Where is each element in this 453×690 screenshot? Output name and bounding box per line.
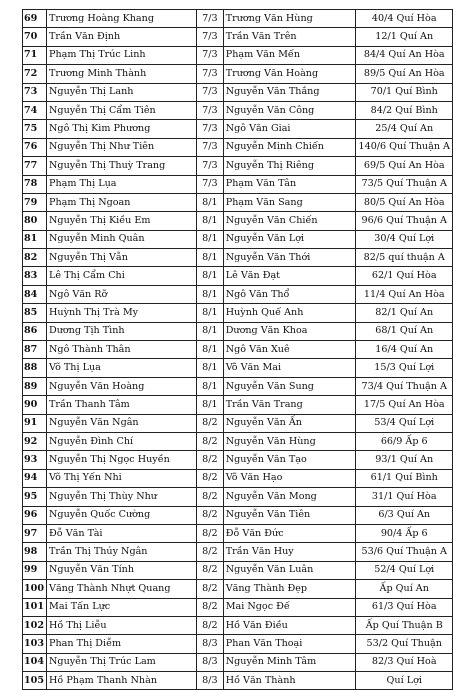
row-number: 76	[23, 138, 47, 156]
row-number: 105	[23, 672, 47, 690]
address: 90/4 Ấp 6	[356, 524, 453, 542]
class-code: 8/2	[197, 414, 224, 432]
student-name: Nguyễn Thị Cẩm Tiên	[47, 101, 197, 119]
table-body	[23, 10, 453, 690]
row-number: 73	[23, 83, 47, 101]
table-row	[23, 138, 453, 156]
table-row	[23, 580, 453, 598]
address: 68/1 Quí An	[356, 322, 453, 340]
row-number: 74	[23, 101, 47, 119]
table-row	[23, 304, 453, 322]
row-number: 101	[23, 598, 47, 616]
parent-name: Nguyễn Minh Chiến	[223, 138, 356, 156]
parent-name: Trần Văn Trang	[223, 396, 356, 414]
student-name: Lê Thị Cẩm Chi	[47, 267, 197, 285]
class-code: 8/1	[197, 304, 224, 322]
row-number: 91	[23, 414, 47, 432]
table-row	[23, 212, 453, 230]
parent-name: Nguyễn Thị Riêng	[223, 157, 356, 175]
row-number: 78	[23, 175, 47, 193]
parent-name: Ngô Văn Giai	[223, 120, 356, 138]
address: 70/1 Quí Bình	[356, 83, 453, 101]
table-row	[23, 46, 453, 64]
address: 84/4 Quí An Hòa	[356, 46, 453, 64]
class-code: 8/3	[197, 672, 224, 690]
student-name: Nguyễn Minh Quân	[47, 230, 197, 248]
address: 82/5 quí thuận A	[356, 249, 453, 267]
student-name: Nguyễn Thị Thuỳ Trang	[47, 157, 197, 175]
class-code: 8/2	[197, 432, 224, 450]
row-number: 70	[23, 28, 47, 46]
table-row	[23, 120, 453, 138]
row-number: 77	[23, 157, 47, 175]
class-code: 8/2	[197, 561, 224, 579]
class-code: 8/2	[197, 580, 224, 598]
table-row	[23, 561, 453, 579]
address: 52/4 Quí Lợi	[356, 561, 453, 579]
table-row	[23, 396, 453, 414]
parent-name: Ngô Văn Xuê	[223, 341, 356, 359]
row-number: 95	[23, 488, 47, 506]
row-number: 99	[23, 561, 47, 579]
parent-name: Phạm Văn Mến	[223, 46, 356, 64]
row-number: 92	[23, 432, 47, 450]
row-number: 102	[23, 616, 47, 634]
student-name: Trần Văn Định	[47, 28, 197, 46]
table-row	[23, 157, 453, 175]
table-row	[23, 341, 453, 359]
class-code: 7/3	[197, 175, 224, 193]
address: 53/2 Quí Thuận	[356, 635, 453, 653]
address: 31/1 Quí Hòa	[356, 488, 453, 506]
address: 82/1 Quí An	[356, 304, 453, 322]
table-row	[23, 616, 453, 634]
address: 15/3 Quí Lợi	[356, 359, 453, 377]
address: 96/6 Quí Thuận A	[356, 212, 453, 230]
table-row	[23, 28, 453, 46]
parent-name: Nguyễn Văn Luân	[223, 561, 356, 579]
class-code: 7/3	[197, 120, 224, 138]
class-code: 8/1	[197, 249, 224, 267]
student-list-table	[22, 9, 453, 690]
address: Quí Lợi	[356, 672, 453, 690]
parent-name: Phan Văn Thoại	[223, 635, 356, 653]
student-name: Dương Tịh Tình	[47, 322, 197, 340]
class-code: 8/1	[197, 267, 224, 285]
student-name: Nguyễn Thị Như Tiên	[47, 138, 197, 156]
row-number: 87	[23, 341, 47, 359]
class-code: 8/2	[197, 488, 224, 506]
class-code: 7/3	[197, 10, 224, 28]
address: 12/1 Quí An	[356, 28, 453, 46]
parent-name: Hồ Văn Điều	[223, 616, 356, 634]
class-code: 7/3	[197, 101, 224, 119]
address: 30/4 Quí Lợi	[356, 230, 453, 248]
table-row	[23, 414, 453, 432]
parent-name: Trương Văn Hoàng	[223, 65, 356, 83]
table-row	[23, 101, 453, 119]
class-code: 8/1	[197, 322, 224, 340]
student-name: Nguyễn Thị Lanh	[47, 83, 197, 101]
class-code: 7/3	[197, 28, 224, 46]
address: 11/4 Quí An Hòa	[356, 285, 453, 303]
address: 6/3 Quí An	[356, 506, 453, 524]
student-name: Phạm Thị Trúc Linh	[47, 46, 197, 64]
address: 16/4 Quí An	[356, 341, 453, 359]
student-name: Nguyễn Văn Tính	[47, 561, 197, 579]
row-number: 86	[23, 322, 47, 340]
table-row	[23, 285, 453, 303]
class-code: 8/2	[197, 598, 224, 616]
class-code: 8/1	[197, 193, 224, 211]
address: Ấp Quí Thuận B	[356, 616, 453, 634]
address: 40/4 Quí Hòa	[356, 10, 453, 28]
table-row	[23, 83, 453, 101]
parent-name: Lê Văn Đạt	[223, 267, 356, 285]
student-name: Nguyễn Thị Trúc Lam	[47, 653, 197, 671]
student-name: Văng Thành Nhựt Quang	[47, 580, 197, 598]
class-code: 7/3	[197, 138, 224, 156]
class-code: 8/1	[197, 212, 224, 230]
address: 80/5 Quí An Hòa	[356, 193, 453, 211]
address: 61/3 Quí Hòa	[356, 598, 453, 616]
student-name: Mai Tấn Lực	[47, 598, 197, 616]
parent-name: Nguyễn Văn Sung	[223, 377, 356, 395]
student-name: Ngô Thị Kim Phương	[47, 120, 197, 138]
parent-name: Nguyễn Minh Tâm	[223, 653, 356, 671]
parent-name: Trương Văn Hùng	[223, 10, 356, 28]
row-number: 100	[23, 580, 47, 598]
parent-name: Mai Ngọc Đế	[223, 598, 356, 616]
row-number: 90	[23, 396, 47, 414]
student-name: Nguyễn Thị Ngọc Huyền	[47, 451, 197, 469]
row-number: 104	[23, 653, 47, 671]
table-row	[23, 249, 453, 267]
class-code: 8/2	[197, 616, 224, 634]
student-name: Phạm Thị Lụa	[47, 175, 197, 193]
student-name: Trương Minh Thành	[47, 65, 197, 83]
student-name: Hồ Thị Liễu	[47, 616, 197, 634]
class-code: 8/1	[197, 341, 224, 359]
student-name: Võ Thị Lụa	[47, 359, 197, 377]
student-name: Nguyễn Văn Ngân	[47, 414, 197, 432]
row-number: 98	[23, 543, 47, 561]
class-code: 8/1	[197, 396, 224, 414]
table-row	[23, 488, 453, 506]
student-name: Võ Thị Yến Nhi	[47, 469, 197, 487]
class-code: 8/2	[197, 506, 224, 524]
address: Ấp Quí An	[356, 580, 453, 598]
address: 53/4 Quí Lợi	[356, 414, 453, 432]
table-row	[23, 432, 453, 450]
table-row	[23, 193, 453, 211]
address: 17/5 Quí An Hòa	[356, 396, 453, 414]
student-name: Nguyễn Thị Vẫn	[47, 249, 197, 267]
class-code: 8/1	[197, 377, 224, 395]
parent-name: Trần Văn Huy	[223, 543, 356, 561]
row-number: 94	[23, 469, 47, 487]
address: 62/1 Quí Hòa	[356, 267, 453, 285]
class-code: 8/2	[197, 469, 224, 487]
table-row	[23, 359, 453, 377]
parent-name: Phạm Văn Sang	[223, 193, 356, 211]
class-code: 8/2	[197, 524, 224, 542]
table-row	[23, 451, 453, 469]
student-name: Trần Thanh Tâm	[47, 396, 197, 414]
parent-name: Hồ Văn Thành	[223, 672, 356, 690]
student-name: Đỗ Văn Tài	[47, 524, 197, 542]
class-code: 8/3	[197, 635, 224, 653]
student-name: Trương Hoàng Khang	[47, 10, 197, 28]
class-code: 8/2	[197, 543, 224, 561]
parent-name: Nguyễn Văn Thắng	[223, 83, 356, 101]
row-number: 85	[23, 304, 47, 322]
class-code: 8/1	[197, 285, 224, 303]
student-name: Nguyễn Văn Hoàng	[47, 377, 197, 395]
student-name: Huỳnh Thị Trà My	[47, 304, 197, 322]
table-row	[23, 635, 453, 653]
row-number: 97	[23, 524, 47, 542]
class-code: 7/3	[197, 83, 224, 101]
parent-name: Nguyễn Văn Ấn	[223, 414, 356, 432]
row-number: 89	[23, 377, 47, 395]
parent-name: Nguyễn Văn Công	[223, 101, 356, 119]
table-row	[23, 524, 453, 542]
row-number: 88	[23, 359, 47, 377]
parent-name: Nguyễn Văn Chiến	[223, 212, 356, 230]
address: 84/2 Quí Bình	[356, 101, 453, 119]
address: 69/5 Quí An Hòa	[356, 157, 453, 175]
parent-name: Đỗ Văn Đức	[223, 524, 356, 542]
parent-name: Huỳnh Quế Anh	[223, 304, 356, 322]
address: 53/6 Quí Thuận A	[356, 543, 453, 561]
class-code: 8/2	[197, 451, 224, 469]
class-code: 8/1	[197, 230, 224, 248]
student-name: Phan Thị Diễm	[47, 635, 197, 653]
student-name: Nguyễn Thị Thùy Như	[47, 488, 197, 506]
table-row	[23, 10, 453, 28]
row-number: 75	[23, 120, 47, 138]
table-row	[23, 230, 453, 248]
row-number: 96	[23, 506, 47, 524]
parent-name: Nguyễn Văn Tạo	[223, 451, 356, 469]
class-code: 8/3	[197, 653, 224, 671]
student-name: Ngô Thành Thân	[47, 341, 197, 359]
table-row	[23, 672, 453, 690]
parent-name: Võ Văn Hạo	[223, 469, 356, 487]
parent-name: Trần Văn Trên	[223, 28, 356, 46]
class-code: 7/3	[197, 65, 224, 83]
row-number: 81	[23, 230, 47, 248]
row-number: 83	[23, 267, 47, 285]
address: 93/1 Quí An	[356, 451, 453, 469]
parent-name: Nguyễn Văn Tiên	[223, 506, 356, 524]
address: 73/5 Quí Thuận A	[356, 175, 453, 193]
parent-name: Nguyễn Văn Lợi	[223, 230, 356, 248]
student-name: Hồ Phạm Thanh Nhàn	[47, 672, 197, 690]
student-name: Ngô Văn Rỡ	[47, 285, 197, 303]
parent-name: Nguyễn Văn Thới	[223, 249, 356, 267]
row-number: 84	[23, 285, 47, 303]
row-number: 103	[23, 635, 47, 653]
address: 25/4 Quí An	[356, 120, 453, 138]
address: 61/1 Quí Bình	[356, 469, 453, 487]
parent-name: Võ Văn Mai	[223, 359, 356, 377]
class-code: 7/3	[197, 46, 224, 64]
table-row	[23, 175, 453, 193]
table-row	[23, 598, 453, 616]
row-number: 71	[23, 46, 47, 64]
table-row	[23, 469, 453, 487]
student-name: Trần Thị Thúy Ngân	[47, 543, 197, 561]
table-row	[23, 543, 453, 561]
address: 89/5 Quí An Hòa	[356, 65, 453, 83]
row-number: 93	[23, 451, 47, 469]
class-code: 8/1	[197, 359, 224, 377]
row-number: 80	[23, 212, 47, 230]
table-row	[23, 653, 453, 671]
address: 66/9 Ấp 6	[356, 432, 453, 450]
parent-name: Nguyễn Văn Hùng	[223, 432, 356, 450]
address: 82/3 Quí Hoà	[356, 653, 453, 671]
table-row	[23, 506, 453, 524]
student-name: Phạm Thị Ngoan	[47, 193, 197, 211]
row-number: 69	[23, 10, 47, 28]
class-code: 7/3	[197, 157, 224, 175]
parent-name: Văng Thành Đẹp	[223, 580, 356, 598]
table-row	[23, 65, 453, 83]
address: 73/4 Quí Thuận A	[356, 377, 453, 395]
table-row	[23, 377, 453, 395]
row-number: 79	[23, 193, 47, 211]
parent-name: Dương Văn Khoa	[223, 322, 356, 340]
row-number: 72	[23, 65, 47, 83]
parent-name: Phạm Văn Tân	[223, 175, 356, 193]
table-row	[23, 267, 453, 285]
parent-name: Ngô Văn Thổ	[223, 285, 356, 303]
student-name: Nguyễn Thị Kiều Em	[47, 212, 197, 230]
student-name: Nguyễn Quốc Cường	[47, 506, 197, 524]
address: 140/6 Quí Thuận A	[356, 138, 453, 156]
table-row	[23, 322, 453, 340]
student-name: Nguyễn Đình Chí	[47, 432, 197, 450]
row-number: 82	[23, 249, 47, 267]
parent-name: Nguyễn Văn Mong	[223, 488, 356, 506]
